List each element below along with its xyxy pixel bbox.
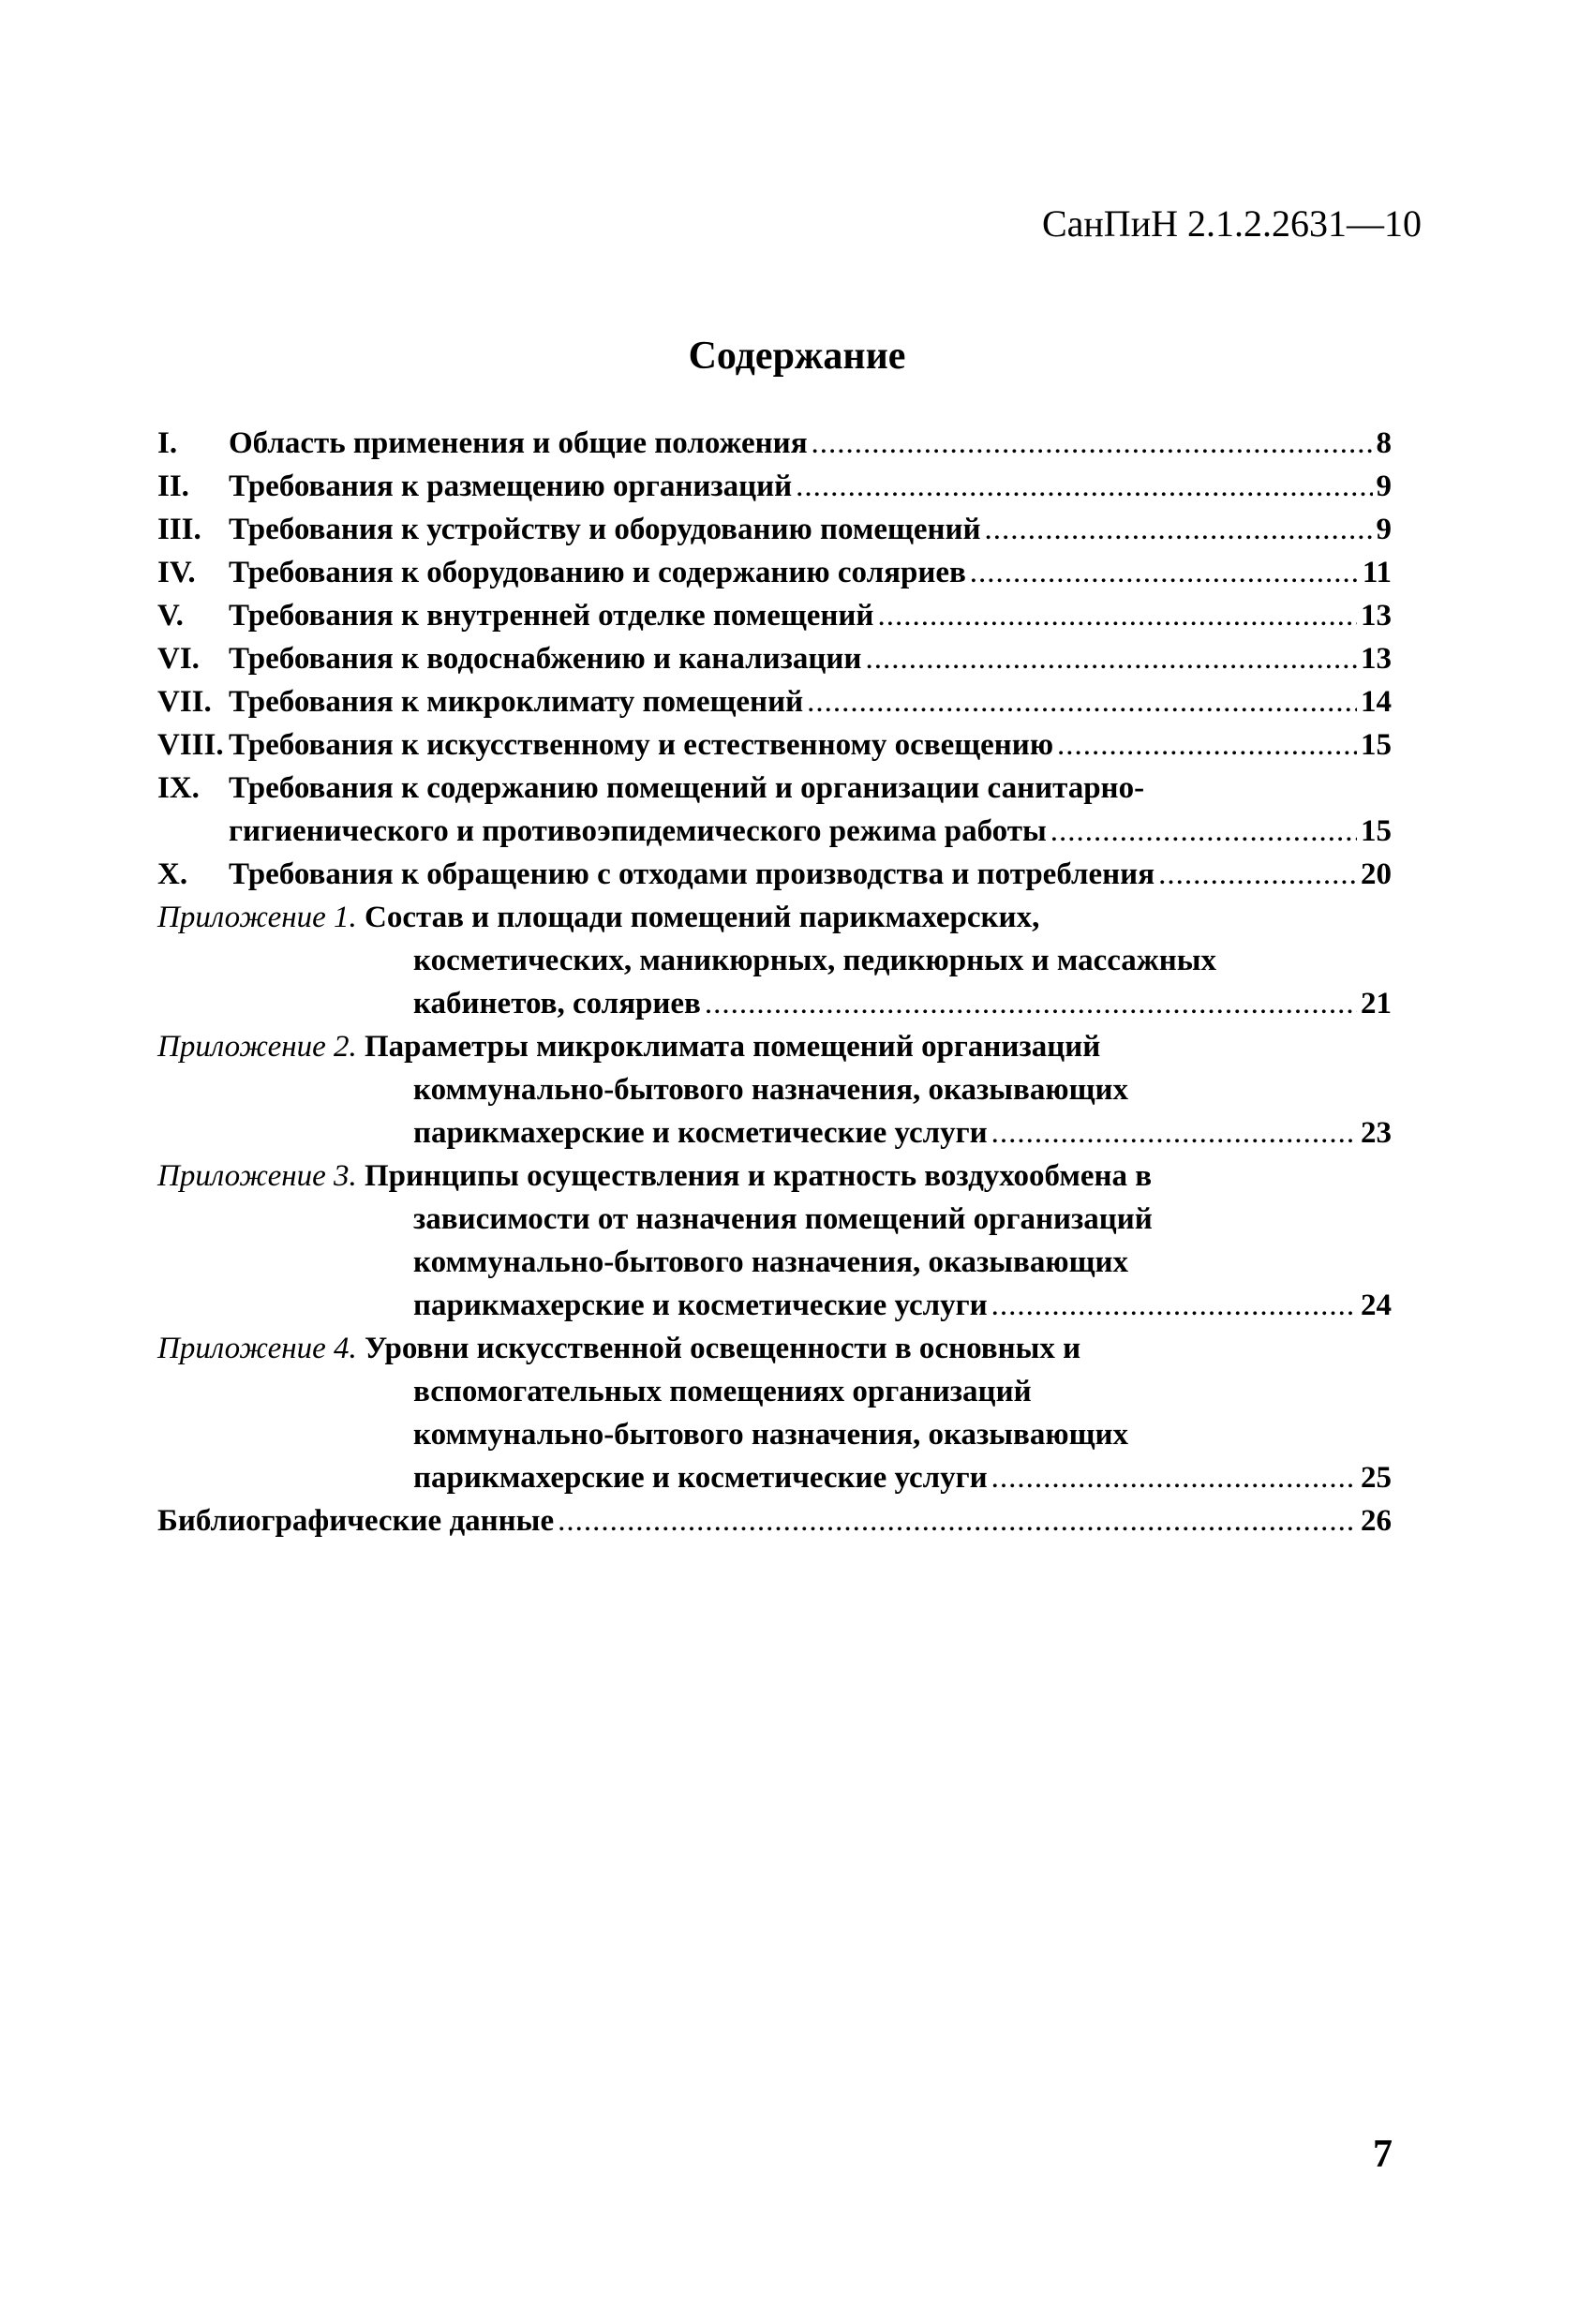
section-title: Требования к внутренней отделке помещений xyxy=(229,599,874,633)
appendix-label: Приложение 4. xyxy=(157,1332,357,1365)
appendix-title-line: Параметры микроклимата помещений организаций xyxy=(364,1030,1101,1064)
toc-entry-bibliography[interactable] xyxy=(157,1499,1392,1542)
section-number: I. xyxy=(157,426,178,460)
page-reference: 15 xyxy=(1361,814,1392,848)
appendix-label: Приложение 2. xyxy=(157,1030,357,1064)
section-title: Требования к оборудованию и содержанию соляриев xyxy=(229,556,966,589)
section-number: VII. xyxy=(157,685,212,719)
dot-leader xyxy=(1057,723,1357,767)
document-code: СанПиН 2.1.2.2631—10 xyxy=(1041,202,1422,245)
section-number: VIII. xyxy=(157,728,224,762)
dot-leader xyxy=(991,1111,1357,1155)
table-of-contents xyxy=(157,422,1392,1542)
bibliography-title: Библиографические данные xyxy=(157,1504,555,1538)
toc-entry-section-8[interactable] xyxy=(157,723,1392,767)
page-reference: 21 xyxy=(1361,987,1392,1020)
section-number: IX. xyxy=(157,771,200,805)
toc-entry-section-9[interactable] xyxy=(157,767,1392,810)
appendix-title-line: вспомогательных помещениях организаций xyxy=(413,1375,1032,1408)
appendix-title-line: парикмахерские и косметические услуги xyxy=(413,1116,988,1150)
section-number: III. xyxy=(157,513,201,546)
dot-leader xyxy=(807,680,1357,723)
appendix-title-line: коммунально-бытового назначения, оказывающих xyxy=(413,1418,1128,1452)
appendix-title-line: парикмахерские и косметические услуги xyxy=(413,1461,988,1495)
dot-leader xyxy=(1050,810,1357,853)
section-title: Требования к устройству и оборудованию помещений xyxy=(229,513,981,546)
page-reference: 13 xyxy=(1361,599,1392,633)
page-reference: 11 xyxy=(1362,556,1392,589)
page-reference: 26 xyxy=(1361,1504,1392,1538)
section-number: II. xyxy=(157,469,189,503)
dot-leader xyxy=(877,594,1357,637)
dot-leader xyxy=(865,637,1357,680)
page-reference: 9 xyxy=(1376,469,1392,503)
toc-entry-section-7[interactable] xyxy=(157,680,1392,723)
dot-leader xyxy=(796,465,1372,508)
toc-entry-section-10[interactable] xyxy=(157,853,1392,896)
appendix-title-line: косметических, маникюрных, педикюрных и массажных xyxy=(413,944,1217,977)
section-title: Требования к микроклимату помещений xyxy=(229,685,804,719)
section-title-line-2: гигиенического и противоэпидемического режима работы xyxy=(229,814,1047,848)
section-title: Требования к искусственному и естественному освещению xyxy=(229,728,1054,762)
page-title: Содержание xyxy=(688,335,906,378)
appendix-title-line: парикмахерские и косметические услуги xyxy=(413,1289,988,1322)
page-reference: 25 xyxy=(1361,1461,1392,1495)
toc-entry-section-2[interactable] xyxy=(157,465,1392,508)
dot-leader xyxy=(812,422,1373,465)
toc-entry-section-9-continuation[interactable] xyxy=(157,810,1392,853)
toc-entry-section-6[interactable] xyxy=(157,637,1392,680)
appendix-title-line: зависимости от назначения помещений организаций xyxy=(413,1202,1153,1236)
page-number: 7 xyxy=(1373,2133,1393,2176)
dot-leader xyxy=(991,1284,1357,1327)
toc-entry-appendix-4[interactable] xyxy=(157,1327,1392,1499)
page-reference: 14 xyxy=(1361,685,1392,719)
section-title: Требования к обращению с отходами производства и потребления xyxy=(229,857,1155,891)
section-number: X. xyxy=(157,857,188,891)
page-reference: 20 xyxy=(1361,857,1392,891)
page-reference: 9 xyxy=(1376,513,1392,546)
section-number: IV. xyxy=(157,556,196,589)
page-reference: 24 xyxy=(1361,1289,1392,1322)
toc-entry-section-5[interactable] xyxy=(157,594,1392,637)
appendix-title-line: Состав и площади помещений парикмахерских, xyxy=(364,901,1040,934)
page-reference: 15 xyxy=(1361,728,1392,762)
page-reference: 8 xyxy=(1376,426,1392,460)
appendix-title-line: коммунально-бытового назначения, оказывающих xyxy=(413,1245,1128,1279)
dot-leader xyxy=(705,982,1357,1025)
section-number: VI. xyxy=(157,642,200,676)
section-number: V. xyxy=(157,599,184,633)
dot-leader xyxy=(985,508,1373,551)
toc-entry-appendix-3[interactable] xyxy=(157,1155,1392,1327)
appendix-label: Приложение 1. xyxy=(157,901,357,934)
page-reference: 13 xyxy=(1361,642,1392,676)
appendix-title-line: Уровни искусственной освещенности в основных и xyxy=(364,1332,1081,1365)
toc-entry-appendix-2[interactable] xyxy=(157,1025,1392,1155)
toc-entry-appendix-1[interactable] xyxy=(157,896,1392,1025)
page-reference: 23 xyxy=(1361,1116,1392,1150)
dot-leader xyxy=(970,551,1359,594)
appendix-title-line: кабинетов, соляриев xyxy=(413,987,701,1020)
dot-leader xyxy=(991,1456,1357,1499)
section-title: Требования к размещению организаций xyxy=(229,469,793,503)
toc-entry-section-4[interactable] xyxy=(157,551,1392,594)
appendix-label: Приложение 3. xyxy=(157,1159,357,1193)
toc-entry-section-3[interactable] xyxy=(157,508,1392,551)
section-title: Требования к водоснабжению и канализации xyxy=(229,642,862,676)
section-title: Область применения и общие положения xyxy=(229,426,808,460)
section-title-line-1: Требования к содержанию помещений и организации санитарно- xyxy=(229,771,1145,805)
toc-entry-section-1[interactable] xyxy=(157,422,1392,465)
dot-leader xyxy=(558,1499,1357,1542)
dot-leader xyxy=(1158,853,1357,896)
appendix-title-line: коммунально-бытового назначения, оказывающих xyxy=(413,1073,1128,1107)
appendix-title-line: Принципы осуществления и кратность воздухообмена в xyxy=(364,1159,1153,1193)
